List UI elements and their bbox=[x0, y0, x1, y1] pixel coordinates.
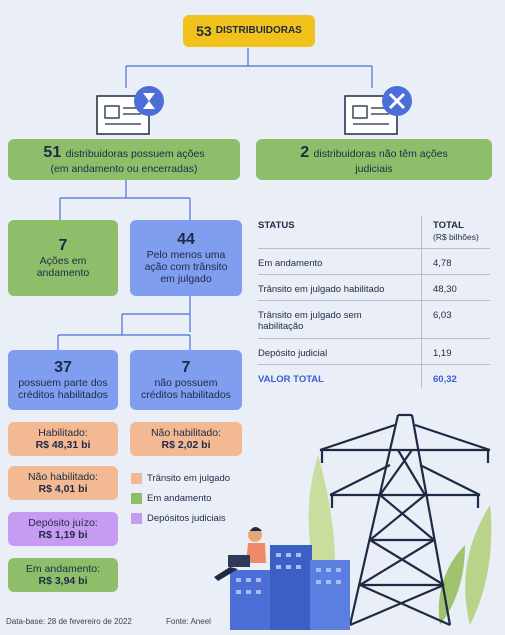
legend-swatch-in-progress bbox=[131, 493, 142, 504]
have-credits-count: 37 bbox=[54, 358, 72, 376]
total-count: 53 bbox=[196, 22, 212, 39]
in-progress-box bbox=[8, 220, 118, 296]
total-label: DISTRIBUIDORAS bbox=[215, 25, 302, 37]
no-actions-count: 2 bbox=[300, 144, 310, 162]
table-header-total-unit: (R$ bilhões) bbox=[433, 232, 479, 242]
legend-swatch-final-judgment bbox=[131, 473, 142, 484]
table-header-status: STATUS bbox=[258, 220, 295, 231]
have-credits-line2: créditos habilitados bbox=[18, 389, 108, 402]
final-judgment-line3: em julgado bbox=[160, 273, 212, 286]
with-actions-sub: (em andamento ou encerradas) bbox=[50, 162, 198, 175]
ongoing-label: Em andamento: bbox=[25, 562, 101, 575]
table-row-total: 6,03 bbox=[433, 310, 452, 321]
table-row bbox=[258, 364, 490, 365]
table-total-label: VALOR TOTAL bbox=[258, 374, 324, 385]
no-credits-count: 7 bbox=[181, 358, 191, 376]
table-row-total: 48,30 bbox=[433, 284, 457, 295]
table-row-status: Em andamento bbox=[258, 258, 323, 269]
table-header-row bbox=[258, 248, 490, 249]
final-judgment-box bbox=[130, 220, 242, 296]
in-progress-count: 7 bbox=[58, 236, 68, 254]
no-actions-label: distribuidoras não têm ações bbox=[313, 148, 448, 161]
table-row-total: 1,19 bbox=[433, 348, 452, 359]
deposit-value-box bbox=[8, 512, 118, 546]
not-enabled-value-box-1 bbox=[8, 466, 118, 500]
legend-label-final-judgment: Trânsito em julgado bbox=[147, 473, 231, 484]
footer-source: Fonte: Aneel bbox=[166, 617, 211, 626]
footer-date: Data-base: 28 de fevereiro de 2022 bbox=[6, 617, 132, 626]
have-credits-line1: possuem parte dos bbox=[18, 377, 108, 390]
not-enabled-label-2: Não habilitado: bbox=[150, 426, 222, 439]
with-actions-label: distribuidoras possuem ações bbox=[65, 148, 205, 161]
table-row-status: Depósito judicial bbox=[258, 348, 328, 359]
deposit-value: R$ 1,19 bi bbox=[38, 529, 88, 541]
with-actions-count: 51 bbox=[43, 144, 62, 162]
table-row bbox=[258, 338, 490, 339]
final-judgment-line1: Pelo menos uma bbox=[146, 249, 226, 262]
no-credits-line1: não possuem bbox=[154, 377, 218, 390]
no-credits-line2: créditos habilitados bbox=[141, 389, 231, 402]
ongoing-value: R$ 3,94 bi bbox=[38, 575, 88, 587]
not-enabled-value-1: R$ 4,01 bi bbox=[38, 483, 88, 495]
final-judgment-line2: ação com trânsito bbox=[144, 261, 228, 274]
ongoing-value-box bbox=[8, 558, 118, 592]
in-progress-line2: andamento bbox=[36, 267, 90, 280]
in-progress-line1: Ações em bbox=[39, 255, 87, 268]
not-enabled-value-2: R$ 2,02 bi bbox=[161, 439, 211, 451]
deposit-label: Depósito juízo: bbox=[28, 516, 98, 529]
enabled-value: R$ 48,31 bi bbox=[35, 439, 91, 451]
document-hourglass-icon bbox=[95, 84, 170, 139]
have-credits-box bbox=[8, 350, 118, 410]
power-tower-illustration bbox=[200, 395, 500, 630]
no-actions-sub: judiciais bbox=[355, 162, 393, 175]
enabled-label: Habilitado: bbox=[38, 426, 88, 439]
table-header-total: TOTAL bbox=[433, 220, 464, 231]
legend-label-in-progress: Em andamento bbox=[147, 493, 212, 504]
table-row-total: 4,78 bbox=[433, 258, 452, 269]
table-row bbox=[258, 274, 490, 275]
legend-swatch-deposits bbox=[131, 513, 142, 524]
final-judgment-count: 44 bbox=[177, 230, 195, 248]
not-enabled-label-1: Não habilitado: bbox=[27, 470, 99, 483]
table-row-status-line2: habilitação bbox=[258, 321, 304, 332]
enabled-value-box bbox=[8, 422, 118, 456]
table-row-status-line1: Trânsito em julgado sem bbox=[258, 310, 362, 321]
with-actions-box bbox=[8, 139, 240, 180]
table-row bbox=[258, 300, 490, 301]
table-row-status: Trânsito em julgado habilitado bbox=[258, 284, 385, 295]
document-close-icon bbox=[343, 84, 418, 139]
total-distributors-box bbox=[183, 15, 315, 47]
table-total-value: 60,32 bbox=[433, 374, 457, 385]
no-actions-box bbox=[256, 139, 492, 180]
table-vertical-divider bbox=[421, 216, 422, 388]
legend-label-deposits: Depósitos judiciais bbox=[147, 513, 226, 524]
